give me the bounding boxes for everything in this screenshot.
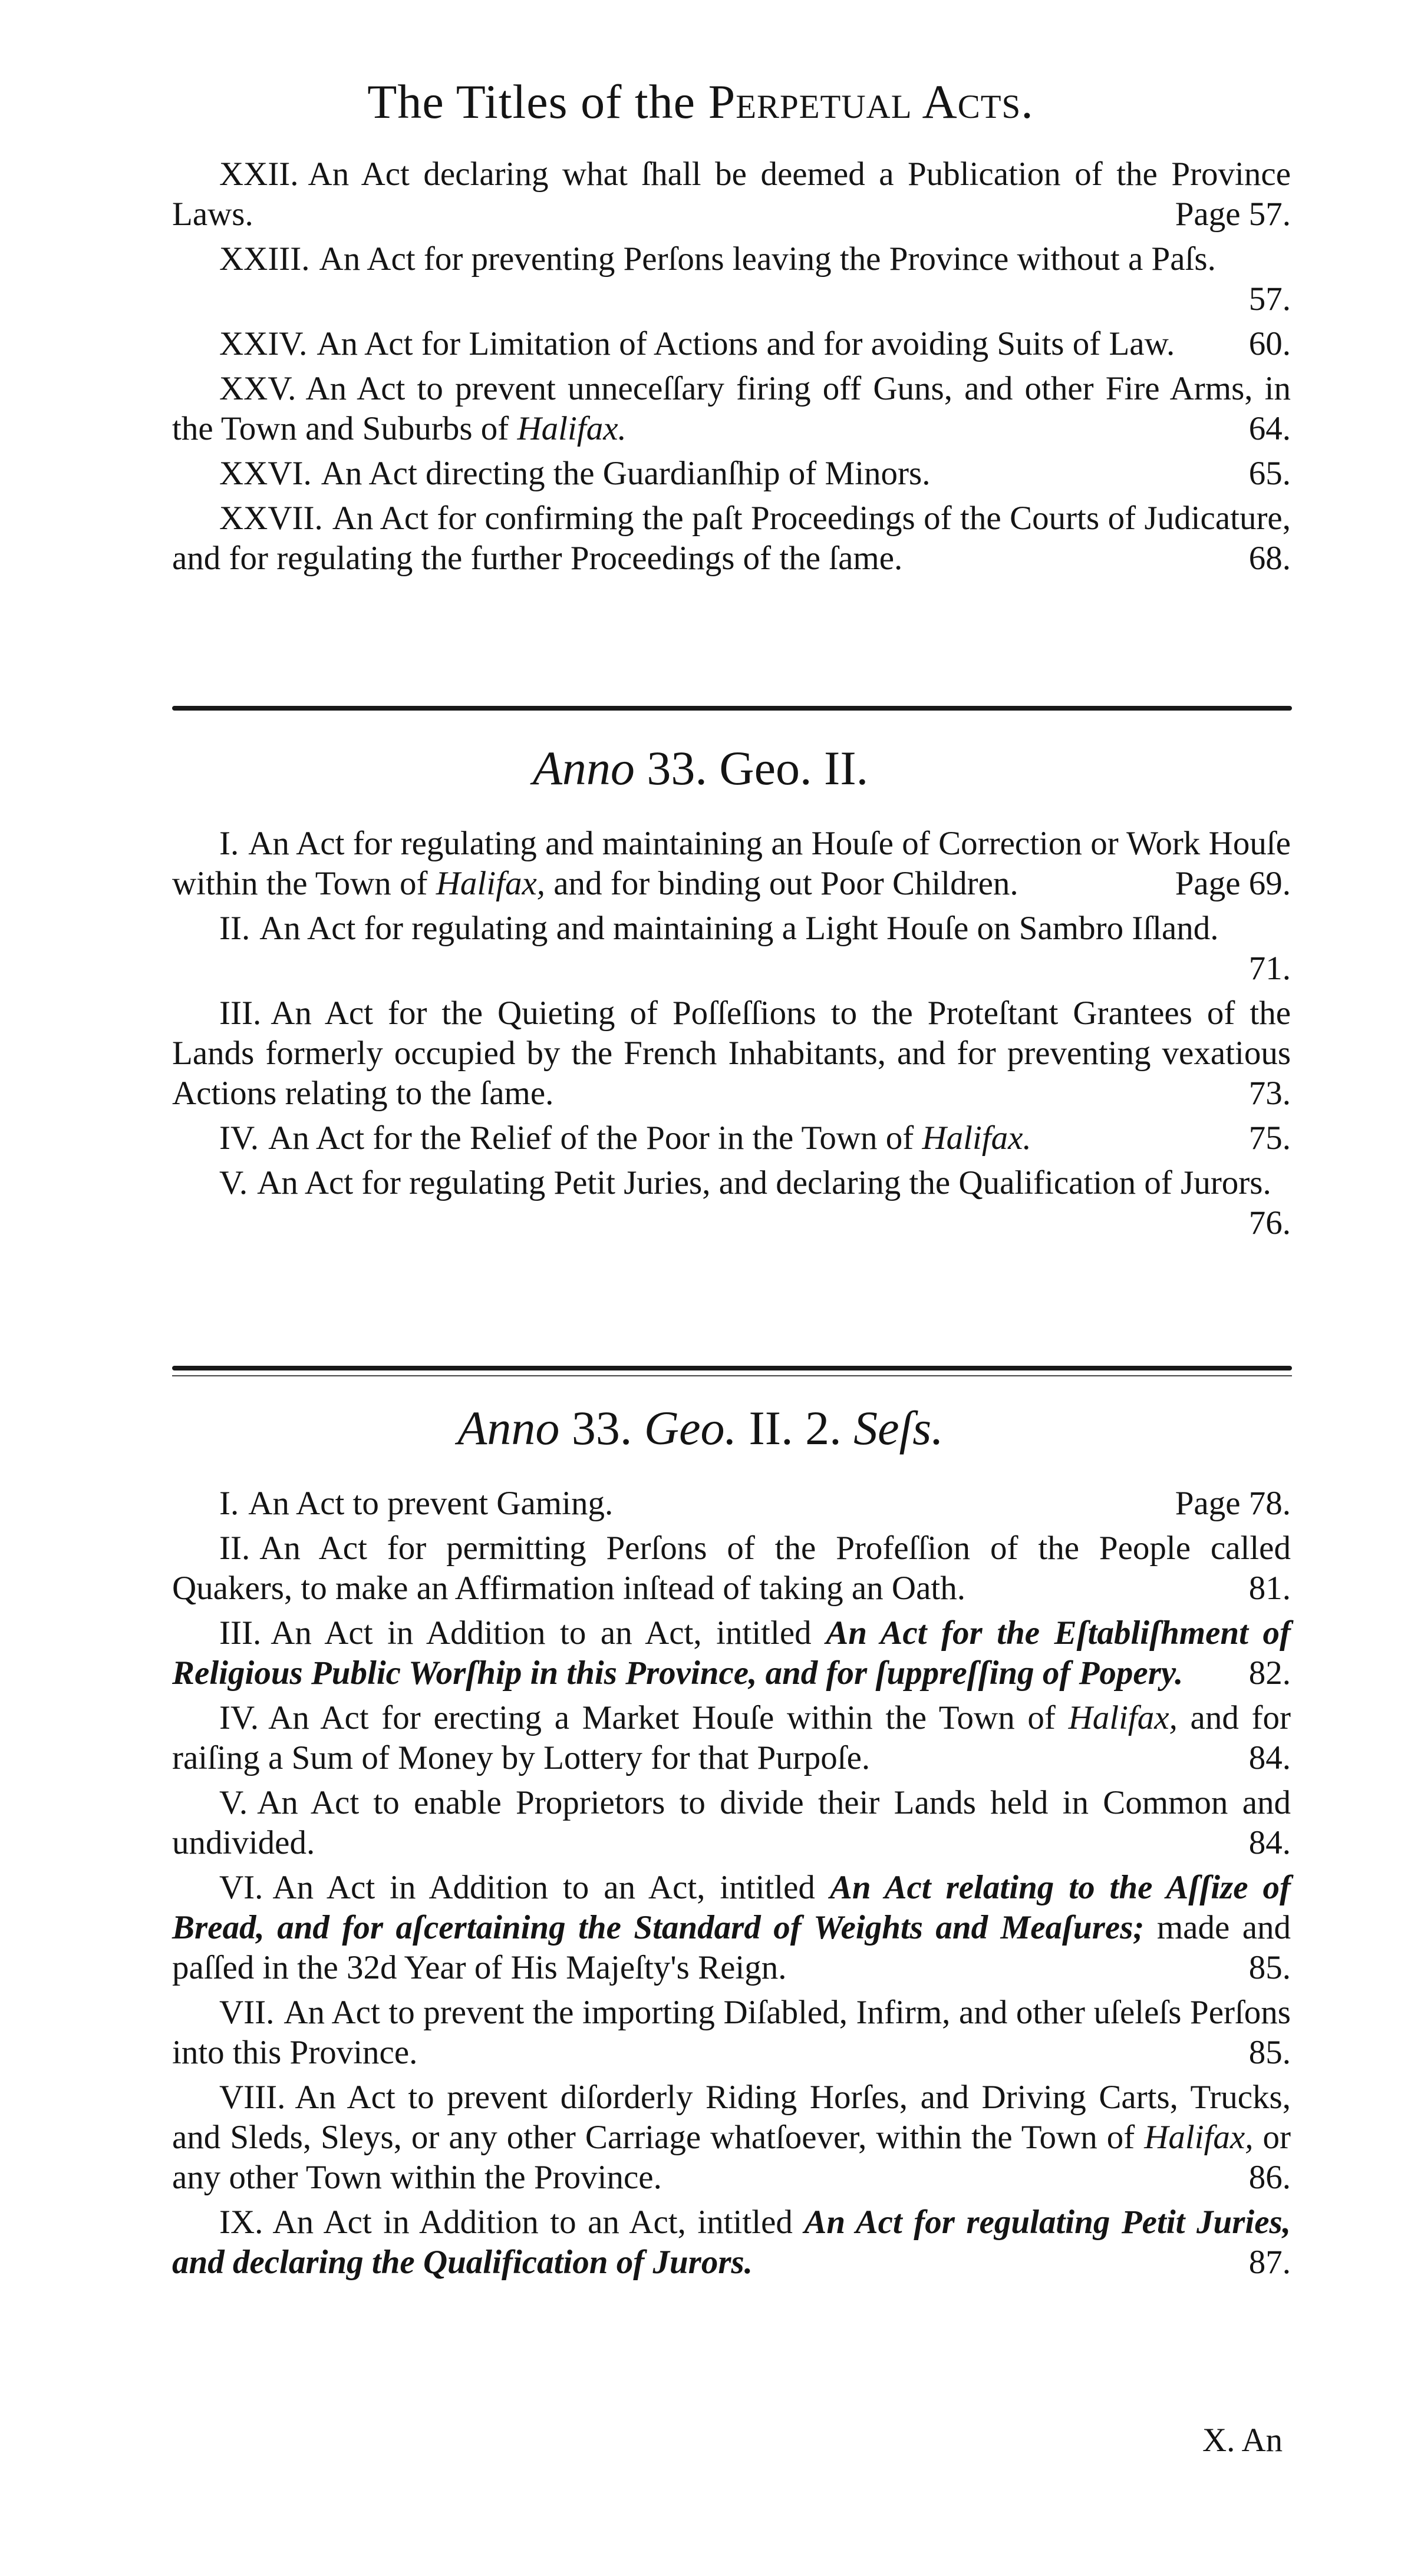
- act-number: III.: [219, 1614, 262, 1652]
- heading-year: 33.: [559, 1401, 644, 1455]
- act-title: An Act for confirming the paſt Proceedings of the Courts of Judicature, and for regulating the further Proceedings of the ſame.: [172, 500, 1291, 577]
- act-number: VIII.: [219, 2079, 286, 2116]
- act-title-italic: Halifax.: [517, 410, 627, 447]
- act-page: 71.: [1248, 950, 1291, 987]
- act-title: An Act for regulating Petit Juries, and declaring the Qualification of Jurors.: [257, 1164, 1271, 1201]
- act-page: Page 69.: [1175, 865, 1291, 902]
- section-anno-33-geo-ii: [172, 824, 1291, 1248]
- act-page: 65.: [1248, 455, 1291, 492]
- act-page: 76.: [1248, 1204, 1291, 1241]
- section-divider-thin: [172, 1375, 1292, 1376]
- act-title: An Act for regulating and maintaining an Houſe of Correction or Work Houſe within the Town of: [172, 825, 1291, 902]
- heading-reign: 33. Geo. II.: [634, 741, 869, 795]
- act-entry: [172, 324, 1291, 364]
- act-page: Page 78.: [1175, 1485, 1291, 1522]
- act-page: Page 57.: [1175, 196, 1291, 233]
- act-page: 87.: [1248, 2244, 1291, 2281]
- section-anno-33-geo-ii-sess-2: [172, 1484, 1291, 2287]
- act-number: V.: [219, 1164, 248, 1201]
- act-title: An Act for erecting a Market Houſe within the Town of: [268, 1699, 1069, 1736]
- act-page: 85.: [1248, 2034, 1291, 2071]
- act-page: 64.: [1248, 410, 1291, 447]
- act-number: XXIII.: [219, 240, 310, 278]
- section-heading-anno-33-session-2: [0, 1399, 1401, 1458]
- act-page: 85.: [1248, 1949, 1291, 1986]
- act-number: III.: [219, 995, 262, 1032]
- act-title-italic: Halifax,: [436, 865, 545, 902]
- act-entry: [172, 1613, 1291, 1693]
- act-entry: [172, 824, 1291, 904]
- act-page: 73.: [1248, 1075, 1291, 1112]
- act-number: IX.: [219, 2204, 263, 2241]
- section-heading-anno-33: [0, 739, 1401, 798]
- heading-geo: Geo.: [644, 1401, 737, 1455]
- act-page: 68.: [1248, 540, 1291, 577]
- section-perpetual-acts-continued: [172, 154, 1291, 583]
- act-entry: [172, 2202, 1291, 2283]
- act-entry: [172, 909, 1291, 989]
- act-title-cont: or any other Town within the Province.: [172, 2119, 1291, 2196]
- act-title: An Act in Addition to an Act, intitled: [272, 2204, 805, 2241]
- act-number: II.: [219, 910, 250, 947]
- page-title-lead: The Titles of the: [367, 75, 708, 128]
- act-number: XXVII.: [219, 500, 323, 537]
- act-title: An Act for the Relief of the Poor in the Town of: [268, 1119, 922, 1157]
- act-number: IV.: [219, 1119, 259, 1157]
- act-entry: [172, 1163, 1291, 1243]
- act-entry: [172, 1528, 1291, 1609]
- act-number: VI.: [219, 1869, 263, 1906]
- act-title: An Act for preventing Perſons leaving the Province without a Paſs.: [319, 240, 1216, 278]
- act-entry: [172, 239, 1291, 319]
- act-title: An Act for regulating and maintaining a Light Houſe on Sambro Iſland.: [259, 910, 1219, 947]
- act-number: V.: [219, 1784, 248, 1821]
- act-page: 84.: [1248, 1739, 1291, 1776]
- act-page: 57.: [1248, 280, 1291, 318]
- act-title-italic: An Act relating to the Aſſize of Bread, and for aſcertaining the Standard of Weights and Meaſures;: [172, 1869, 1291, 1946]
- act-entry: [172, 498, 1291, 579]
- act-page: 75.: [1248, 1119, 1291, 1157]
- act-number: XXII.: [219, 156, 299, 193]
- act-title: An Act to enable Proprietors to divide their Lands held in Common and undivided.: [172, 1784, 1291, 1861]
- act-title-italic: An Act for the Eſtabliſhment of Religious Public Worſhip in this Province, and for ſuppreſſing of Popery.: [172, 1614, 1291, 1692]
- act-title: An Act directing the Guardianſhip of Minors.: [321, 455, 931, 492]
- heading-session: Seſs.: [853, 1401, 944, 1455]
- act-number: I.: [219, 825, 239, 862]
- act-title: An Act in Addition to an Act, intitled: [272, 1869, 830, 1906]
- act-entry: [172, 1868, 1291, 1988]
- act-title: An Act to prevent diſorderly Riding Horſes, and Driving Carts, Trucks, and Sleds, Sleys, or any other Carriage whatſoever, within the Town of: [172, 2079, 1291, 2156]
- act-title-cont: and for binding out Poor Children.: [545, 865, 1018, 902]
- act-number: IV.: [219, 1699, 259, 1736]
- act-title-italic: Halifax,: [1068, 1699, 1178, 1736]
- section-divider: [172, 1366, 1292, 1370]
- act-number: I.: [219, 1485, 239, 1522]
- heading-reign: II. 2.: [737, 1401, 854, 1455]
- act-entry: [172, 454, 1291, 494]
- act-entry: [172, 993, 1291, 1114]
- act-title-cont: and for raiſing a Sum of Money by Lottery for that Purpoſe.: [172, 1699, 1291, 1776]
- act-title: An Act for the Quieting of Poſſeſſions to the Proteſtant Grantees of the Lands formerly occupied by the French Inhabitants, and for preventing vexatious Actions relating to the ſame.: [172, 995, 1291, 1112]
- act-title: An Act to prevent the importing Diſabled, Infirm, and other uſeleſs Perſons into this Province.: [172, 1994, 1291, 2071]
- act-entry: [172, 1698, 1291, 1778]
- act-title: An Act in Addition to an Act, intitled: [271, 1614, 826, 1652]
- act-number: VII.: [219, 1994, 275, 2031]
- act-title-cont: made and paſſed in the 32d Year of His Majeſty's Reign.: [172, 1909, 1291, 1986]
- act-title: An Act for permitting Perſons of the Profeſſion of the People called Quakers, to make an Affirmation inſtead of taking an Oath.: [172, 1530, 1291, 1607]
- act-page: 86.: [1248, 2159, 1291, 2196]
- act-entry: [172, 1783, 1291, 1863]
- act-page: 60.: [1248, 325, 1291, 362]
- catchword: X. An: [1202, 2422, 1283, 2459]
- act-title: An Act declaring what ſhall be deemed a Publication of the Province Laws.: [172, 156, 1291, 233]
- section-divider: [172, 706, 1292, 711]
- act-title-italic: Halifax,: [1144, 2119, 1254, 2156]
- act-title: An Act to prevent unneceſſary firing off Guns, and other Fire Arms, in the Town and Suburbs of: [172, 370, 1291, 447]
- act-number: XXIV.: [219, 325, 308, 362]
- act-page: 81.: [1248, 1570, 1291, 1607]
- act-page: 82.: [1248, 1654, 1291, 1692]
- page-title-smallcaps: Perpetual Acts.: [708, 75, 1034, 128]
- act-page: 84.: [1248, 1824, 1291, 1861]
- act-title: An Act for Limitation of Actions and for avoiding Suits of Law.: [317, 325, 1175, 362]
- act-entry: [172, 369, 1291, 449]
- heading-anno: Anno: [532, 741, 635, 795]
- heading-anno: Anno: [457, 1401, 560, 1455]
- act-number: XXVI.: [219, 455, 312, 492]
- act-title-italic: An Act for regulating Petit Juries, and declaring the Qualification of Jurors.: [172, 2204, 1291, 2281]
- act-number: II.: [219, 1530, 250, 1567]
- act-entry: [172, 1993, 1291, 2073]
- act-title: An Act to prevent Gaming.: [248, 1485, 614, 1522]
- page-title: [0, 70, 1401, 134]
- act-title-italic: Halifax.: [922, 1119, 1031, 1157]
- act-entry: [172, 154, 1291, 235]
- act-entry: [172, 1118, 1291, 1158]
- act-number: XXV.: [219, 370, 296, 407]
- act-entry: [172, 1484, 1291, 1524]
- act-entry: [172, 2078, 1291, 2198]
